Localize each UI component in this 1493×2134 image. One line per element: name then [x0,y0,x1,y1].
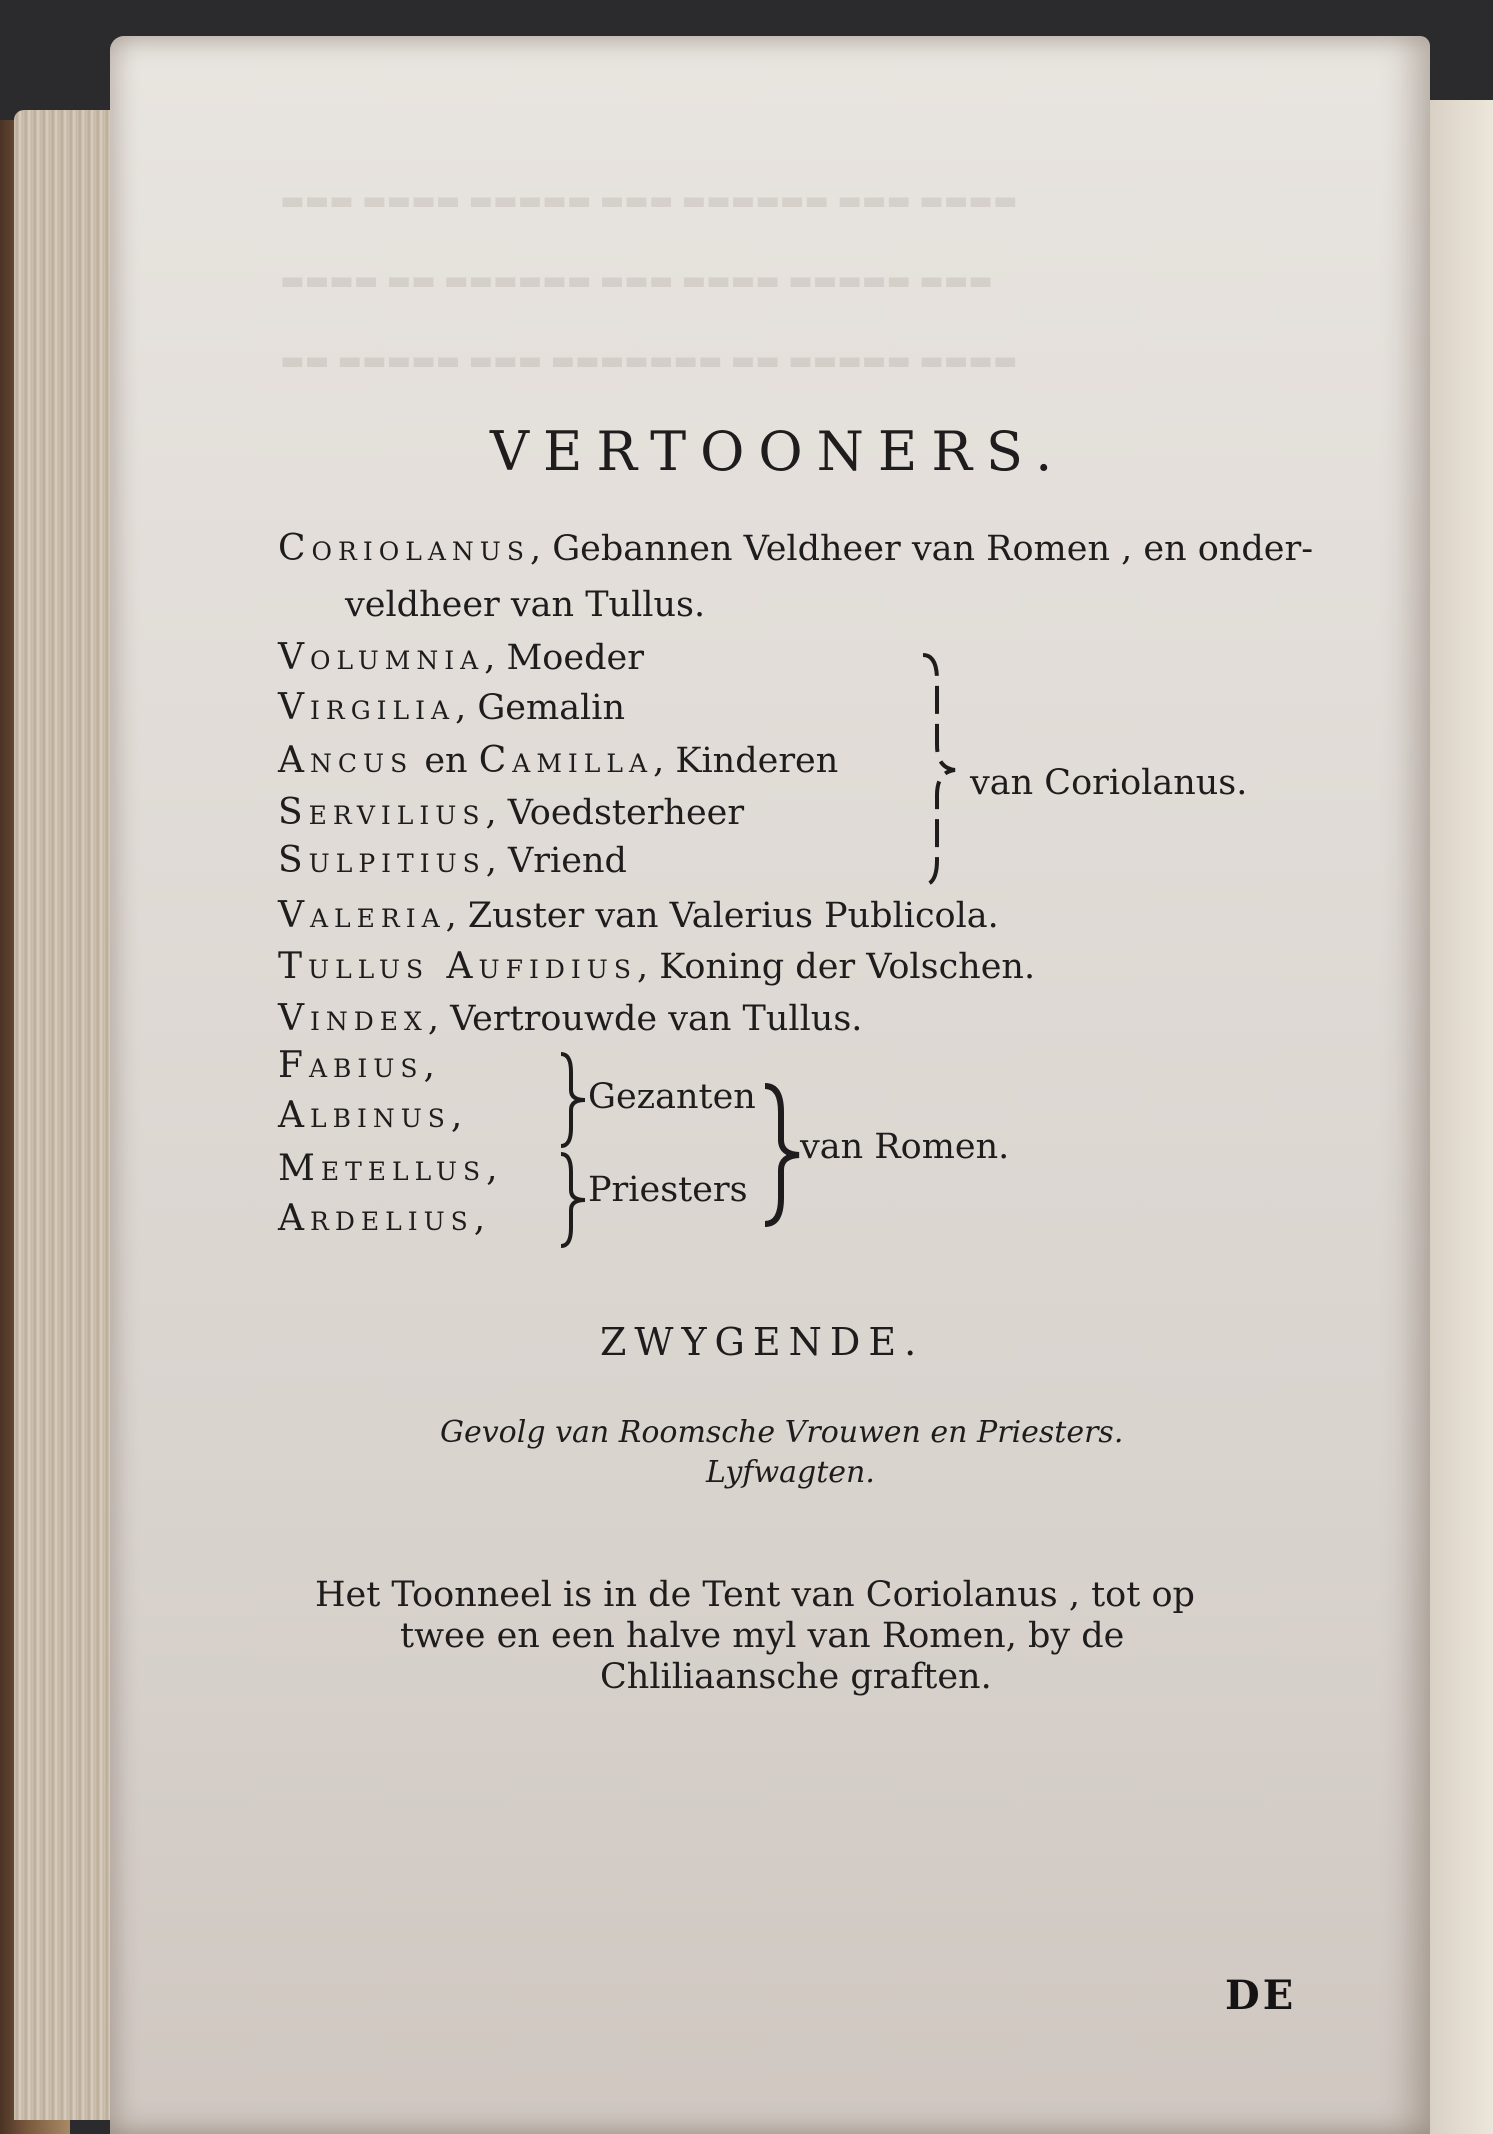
role-description: , Vriend [485,841,627,881]
romen-brace [755,1080,805,1230]
role-description: , Zuster van Valerius Publicola. [445,896,999,936]
role-description: , Koning der Volschen. [636,947,1036,987]
role-conjunction: en [413,741,479,781]
role-name: Camilla [478,740,654,781]
role-fabius: Fabius, [278,1045,441,1086]
show-through-text: ▬▬▬ ▬▬▬▬ ▬▬▬▬▬ ▬▬▬ ▬▬▬▬▬▬ ▬▬▬ ▬▬▬▬ [280,186,1018,216]
role-description: , Moeder [484,638,644,678]
role-volumnia [278,637,644,678]
role-coriolanus-continued: veldheer van Tullus. [345,585,706,625]
role-valeria [278,895,999,936]
scene-line: Chliliaansche graften. [600,1657,992,1697]
silent-roles-heading: ZWYGENDE. [600,1320,925,1364]
role-description: , Voedsterheer [485,793,745,833]
role-sulpitius [278,840,627,881]
role-name: Valeria [278,895,446,936]
priesters-brace [555,1150,591,1250]
priesters-label: Priesters [588,1170,748,1210]
role-metellus: Metellus, [278,1148,504,1189]
silent-roles-line: Lyfwagten. [706,1455,875,1490]
romen-group-label: van Romen. [800,1127,1010,1167]
role-description: , Gemalin [455,688,625,728]
role-name: Tullus Aufidius [278,946,637,987]
page-title: VERTOONERS. [490,420,1067,483]
show-through-text: ▬▬ ▬▬▬▬▬ ▬▬▬ ▬▬▬▬▬▬▬ ▬▬ ▬▬▬▬▬ ▬▬▬▬ [280,346,1018,376]
role-name: Vindex [278,998,428,1039]
role-name: Servilius [278,792,486,833]
show-through-text: ▬▬▬▬ ▬▬ ▬▬▬▬▬▬ ▬▬▬ ▬▬▬▬ ▬▬▬▬▬ ▬▬▬ [280,266,993,296]
role-description: , Vertrouwde van Tullus. [427,999,863,1039]
family-group-label: van Coriolanus. [970,763,1248,803]
role-coriolanus [278,528,1313,569]
role-servilius [278,792,744,833]
role-name: Ancus [278,740,414,781]
role-vindex [278,998,862,1039]
role-virgilia [278,687,625,728]
gezanten-brace [555,1050,591,1150]
role-ardelius: Ardelius, [278,1198,492,1239]
role-name: Coriolanus [278,528,530,569]
role-tullus [278,946,1035,987]
role-name: Virgilia [278,687,456,728]
role-name: Volumnia [278,637,485,678]
gezanten-label: Gezanten [588,1077,756,1117]
scene-line: Het Toonneel is in de Tent van Coriolanus , tot op [315,1575,1195,1615]
role-albinus: Albinus, [278,1095,469,1136]
catchword: DE [1225,1972,1297,2019]
role-description: , Gebannen Veldheer van Romen , en onder- [529,529,1314,569]
role-ancus-camilla [278,740,838,781]
silent-roles-line: Gevolg van Roomsche Vrouwen en Priesters. [440,1415,1124,1450]
role-description: , Kinderen [653,741,839,781]
family-brace [915,650,965,890]
role-name: Sulpitius [278,840,486,881]
scene-line: twee en een halve myl van Romen, by de [400,1616,1125,1656]
